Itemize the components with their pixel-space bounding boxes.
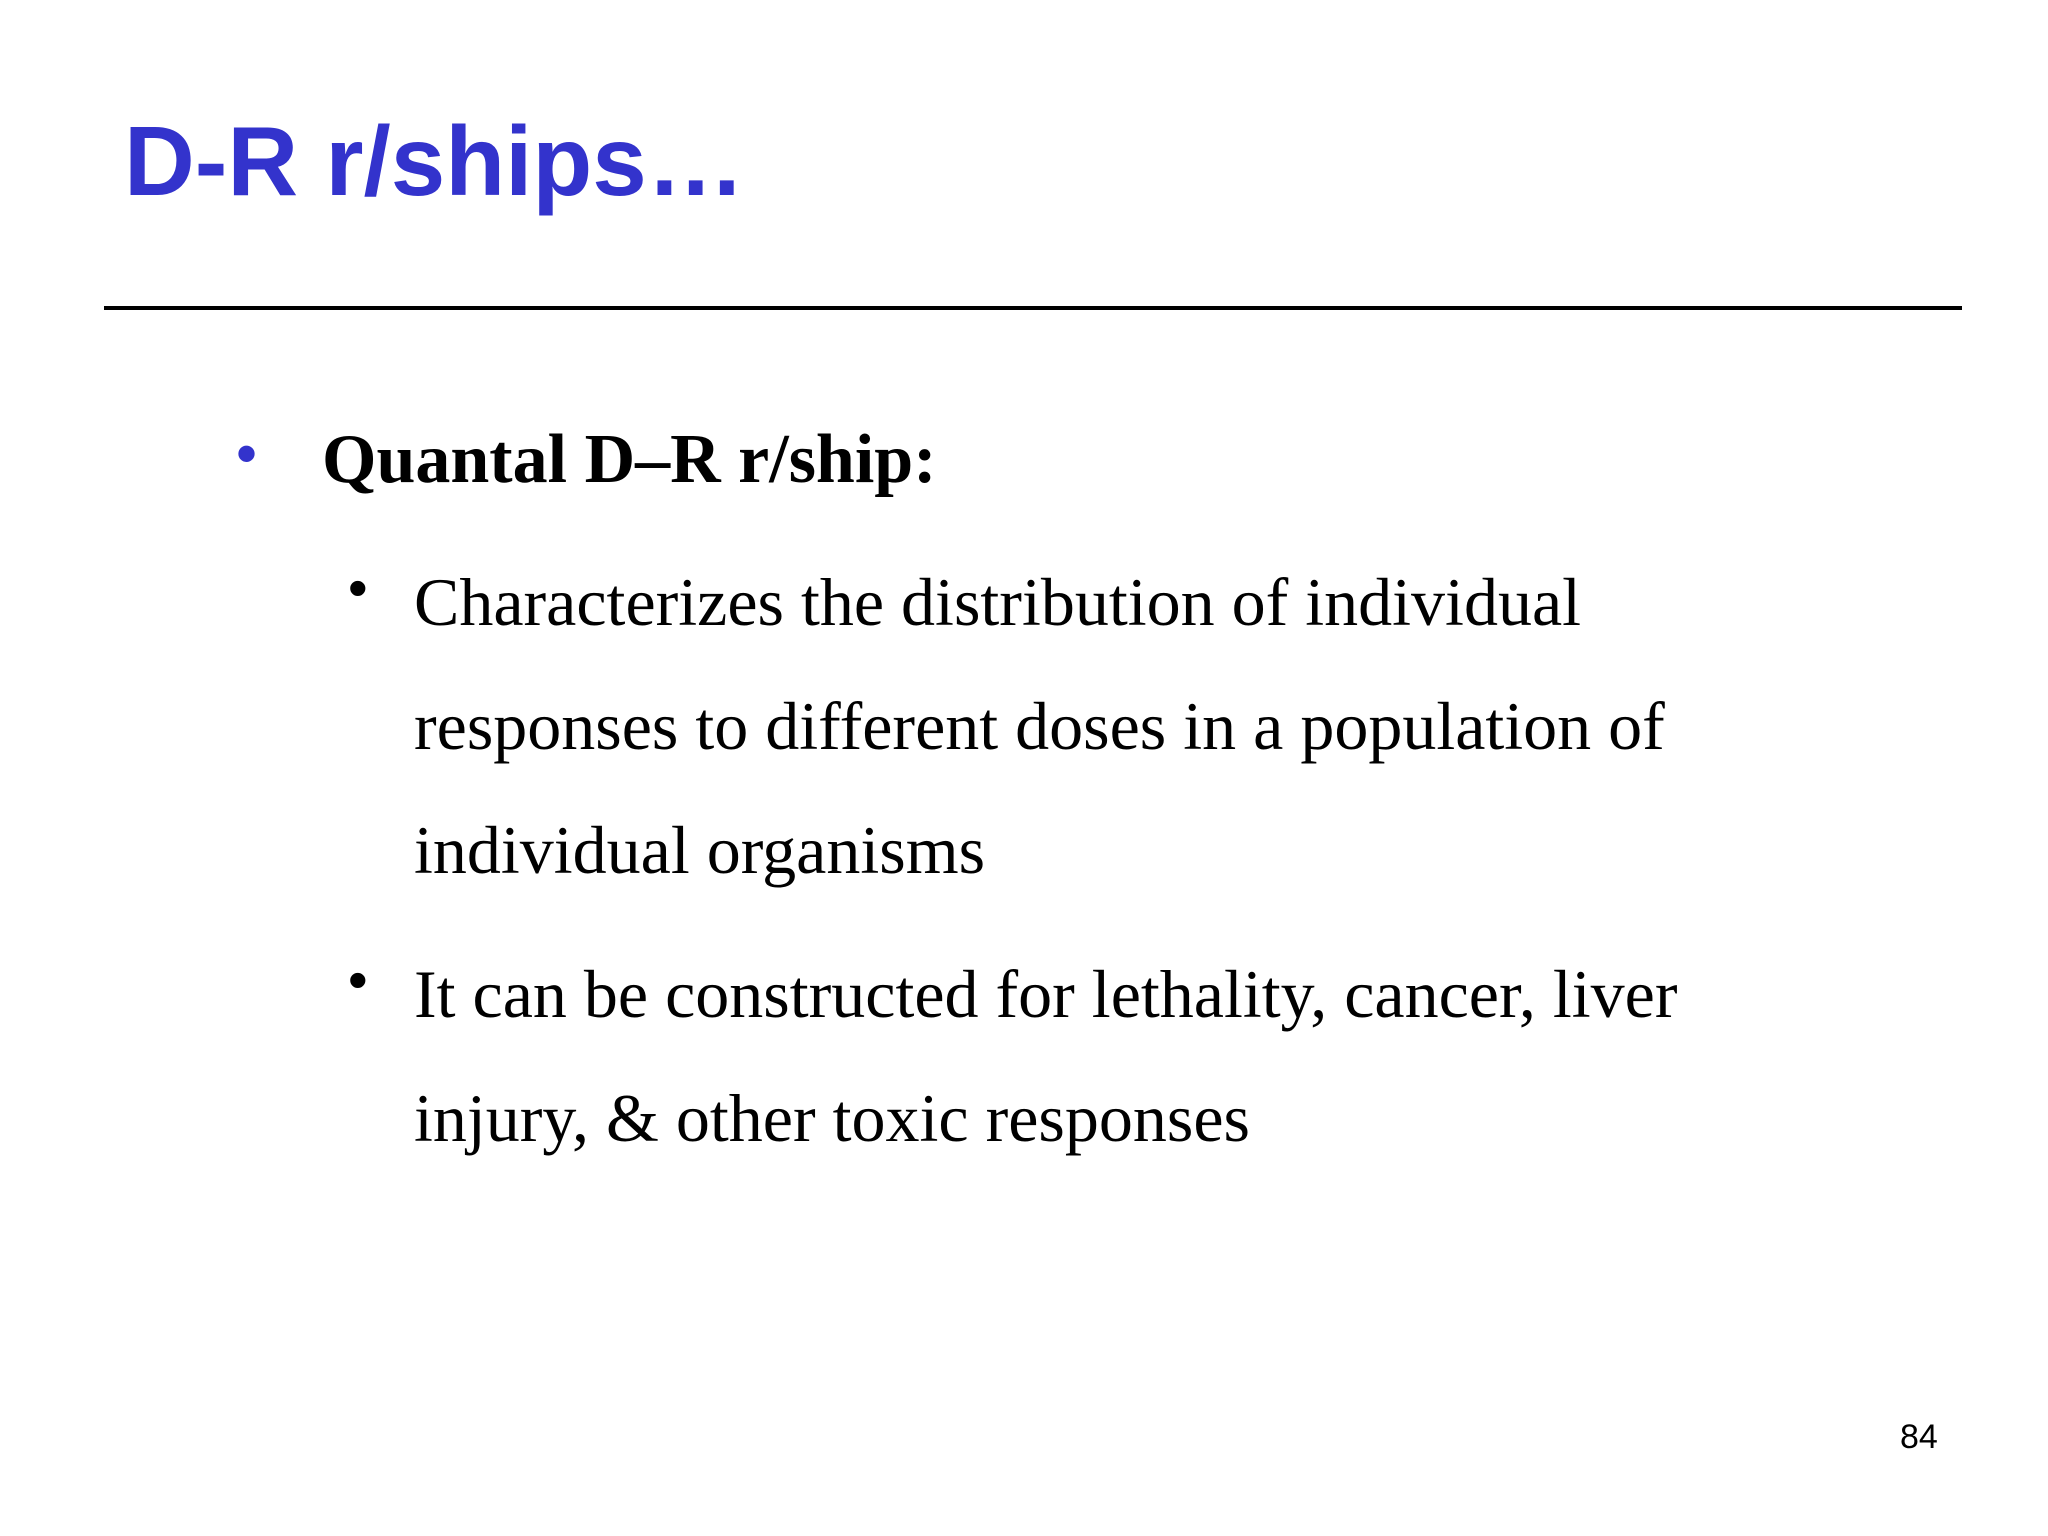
- sub-bullet-line: Characterizes the distribution of individual: [414, 564, 1582, 640]
- bullet-item: [236, 418, 937, 502]
- sub-bullet-text: [414, 540, 1665, 912]
- bullet-text: Quantal D–R r/ship:: [322, 421, 937, 498]
- sub-bullet-line: It can be constructed for lethality, cancer, liver: [414, 956, 1678, 1032]
- page-number: 84: [1900, 1418, 1938, 1456]
- sub-bullet-marker: •: [348, 556, 368, 619]
- sub-bullet-marker: •: [348, 948, 368, 1011]
- sub-bullet-text: [414, 932, 1677, 1180]
- title-divider: [104, 306, 1962, 310]
- sub-bullet-item: [348, 540, 1768, 912]
- bullet-marker: •: [236, 420, 258, 487]
- sub-bullet-item: [348, 932, 1768, 1180]
- slide-title: D-R r/ships…: [124, 106, 745, 216]
- sub-bullet-line: responses to different doses in a population of: [414, 688, 1665, 764]
- sub-bullet-line: individual organisms: [414, 812, 986, 888]
- sub-bullet-line: injury, & other toxic responses: [414, 1080, 1250, 1156]
